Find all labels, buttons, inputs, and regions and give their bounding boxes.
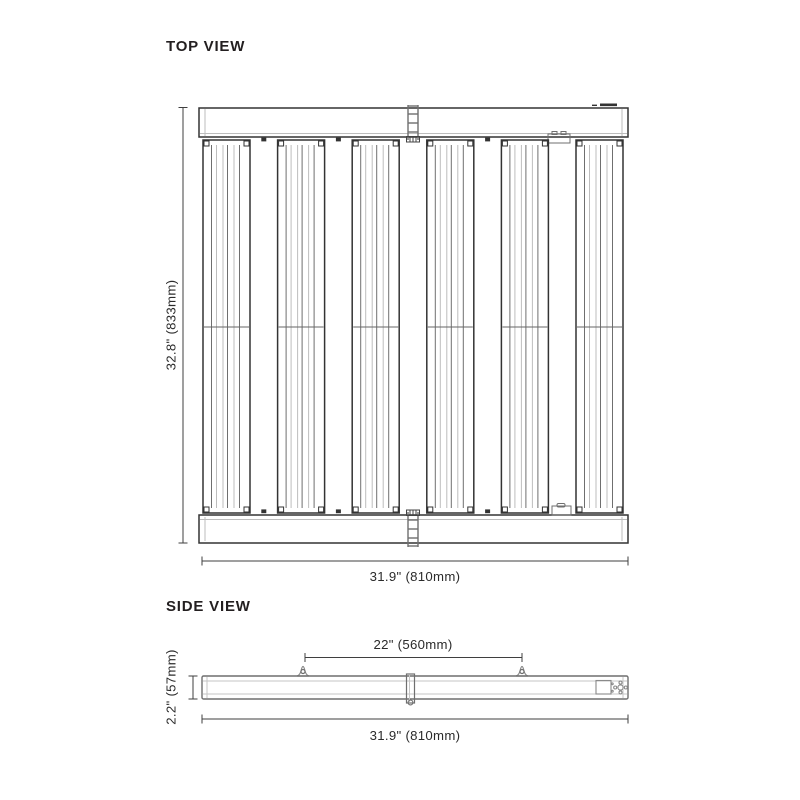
connector-ports-icon [611,681,627,694]
top-view [163,38,628,584]
led-bar [427,140,474,513]
top-view-height-dimension [179,108,188,544]
led-bar [576,140,623,513]
led-bar [278,140,325,513]
gap-tab [261,138,266,142]
hanger-spacing-label: 22" (560mm) [373,637,453,652]
center-bracket-bottom [407,510,420,547]
side-view-height-dimension [189,676,198,699]
top-view-width-label: 31.9" (810mm) [369,569,461,584]
gap-tab [336,509,341,513]
gap-tab [261,509,266,513]
center-bracket-top [407,105,420,142]
top-view-height-label: 32.8" (833mm) [163,279,179,371]
side-view [163,598,628,743]
side-view-width-dimension [202,715,628,724]
gap-tab [485,138,490,142]
hanger-spacing-dimension [305,653,522,662]
top-view-width-dimension [202,557,628,566]
junction-box-bottom [552,504,571,516]
led-bar [501,140,548,513]
label-sticker [592,105,617,106]
side-view-title: SIDE VIEW [166,598,251,615]
led-bar [203,140,250,513]
top-view-title: TOP VIEW [166,38,246,55]
gap-tab [336,138,341,142]
side-view-width-label: 31.9" (810mm) [369,728,461,743]
side-view-height-label: 2.2" (57mm) [163,649,179,725]
hanger-bracket-right [516,667,528,677]
led-bar-array [203,138,623,514]
led-bar [352,140,399,513]
side-center-joiner [407,674,415,705]
hanger-bracket-left [297,667,309,677]
display-window [596,681,611,695]
gap-tab [485,509,490,513]
